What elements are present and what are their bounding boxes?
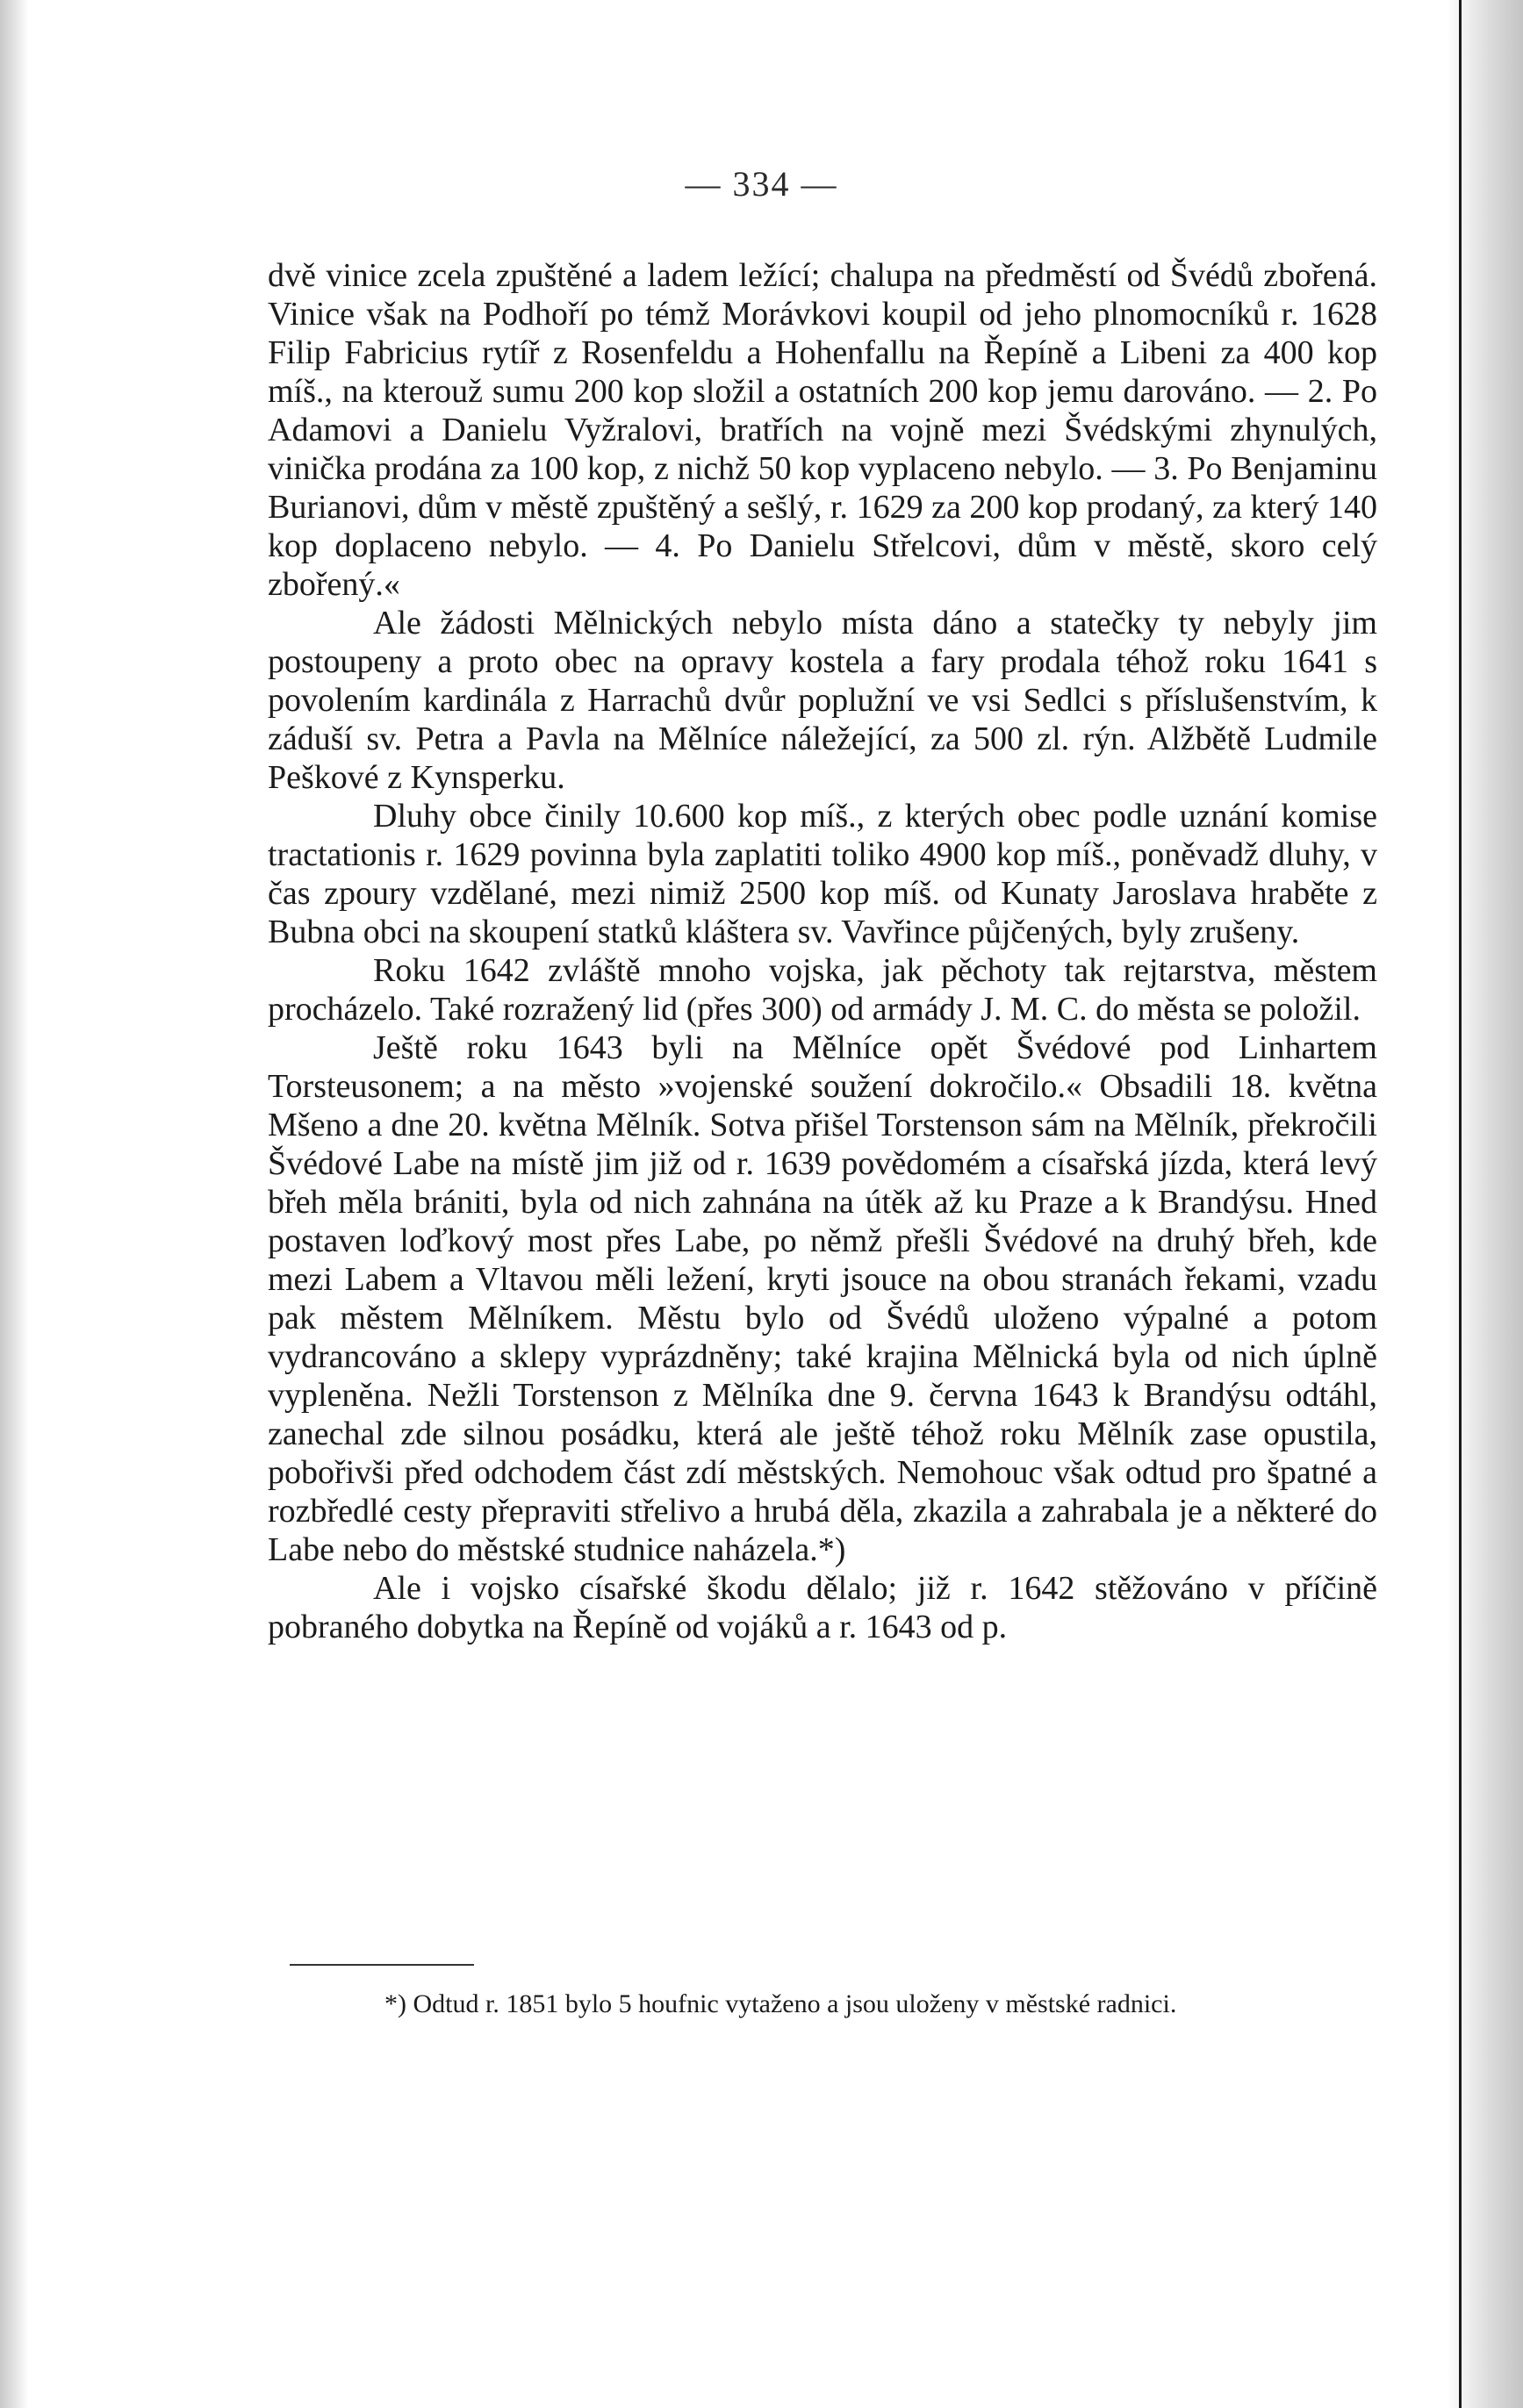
paragraph-4: Roku 1642 zvláště mnoho vojska, jak pěchoty tak rejtarstva, městem procházelo. Také rozražený lid (přes 300) od armády J. M. C. do města se položil. (268, 952, 1377, 1028)
footnote-rule (290, 1964, 474, 1966)
page-number: — 334 — (685, 164, 838, 204)
footnote: *) Odtud r. 1851 bylo 5 houfnic vytaženo a jsou uloženy v městské radnici. (384, 1989, 1177, 2018)
gutter-line (1459, 0, 1462, 2408)
paragraph-2: Ale žádosti Mělnických nebylo místa dáno a statečky ty nebyly jim postoupeny a proto obec na opravy kostela a fary prodala téhož roku 1641 s povolením kardinála z Harrachů dvůr poplužní ve vsi Sedlci s příslušenstvím, k záduší sv. Petra a Pavla na Mělníce náležející, za 500 zl. rýn. Alžbětě Ludmile Peškové z Kynsperku. (268, 605, 1377, 796)
page-left-edge (0, 0, 28, 2408)
paragraph-1: dvě vinice zcela zpuštěné a ladem ležící; chalupa na předměstí od Švédů zbořená. Vinice však na Podhoří po témž Morávkovi koupil od jeho plnomocníků r. 1628 Filip Fabricius rytíř z Rosenfeldu a Hohenfallu na Řepíně a Libeni za 400 kop míš., na kterouž sumu 200 kop složil a ostatních 200 kop jemu darováno. — 2. Po Adamovi a Danielu Vyžralovi, bratřích na vojně mezi Švédskými zhynulých, vinička prodána za 100 kop, z nichž 50 kop vyplaceno nebylo. — 3. Po Benjaminu Burianovi, dům v městě zpuštěný a sešlý, r. 1629 za 200 kop prodaný, za který 140 kop doplaceno nebylo. — 4. Po Danielu Střelcovi, dům v městě, skoro celý zbořený.« (268, 257, 1377, 603)
body-text (268, 256, 1377, 1646)
paragraph-5: Ještě roku 1643 byli na Mělníce opět Švédové pod Linhartem Torsteusonem; a na město »vojenské soužení dokročilo.« Obsadili 18. května Mšeno a dne 20. května Mělník. Sotva přišel Torstenson sám na Mělník, překročili Švédové Labe na místě jim již od r. 1639 povědomém a císařská jízda, která levý břeh měla brániti, byla od nich zahnána na útěk až ku Praze a k Brandýsu. Hned postaven loďkový most přes Labe, po němž přešli Švédové na druhý břeh, kde mezi Labem a Vltavou měli ležení, kryti jsouce na obou stranách řekami, vzadu pak městem Mělníkem. Městu bylo od Švédů uloženo výpalné a potom vydrancováno a sklepy vyprázdněny; také krajina Mělnická byla od nich úplně vypleněna. Nežli Torstenson z Mělníka dne 9. června 1643 k Brandýsu odtáhl, zanechal zde silnou posádku, která ale ještě téhož roku Mělník zase opustila, pobořivši před odchodem část zdí městských. Nemohouc však odtud pro špatné a rozbředlé cesty přepraviti střelivo a hrubá děla, zkazila a zahrabala je a některé do Labe nebo do městské studnice naházela.*) (268, 1029, 1377, 1568)
paragraph-6: Ale i vojsko císařské škodu dělalo; již r. 1642 stěžováno v příčině pobraného dobytka na Řepíně od vojáků a r. 1643 od p. (268, 1570, 1377, 1645)
paragraph-3: Dluhy obce činily 10.600 kop míš., z kterých obec podle uznání komise tractationis r. 1629 povinna byla zaplatiti toliko 4900 kop míš., poněvadž dluhy, v čas zpoury vzdělané, mezi nimiž 2500 kop míš. od Kunaty Jaroslava hraběte z Bubna obci na skoupení statků kláštera sv. Vavřince půjčených, byly zrušeny. (268, 798, 1377, 950)
